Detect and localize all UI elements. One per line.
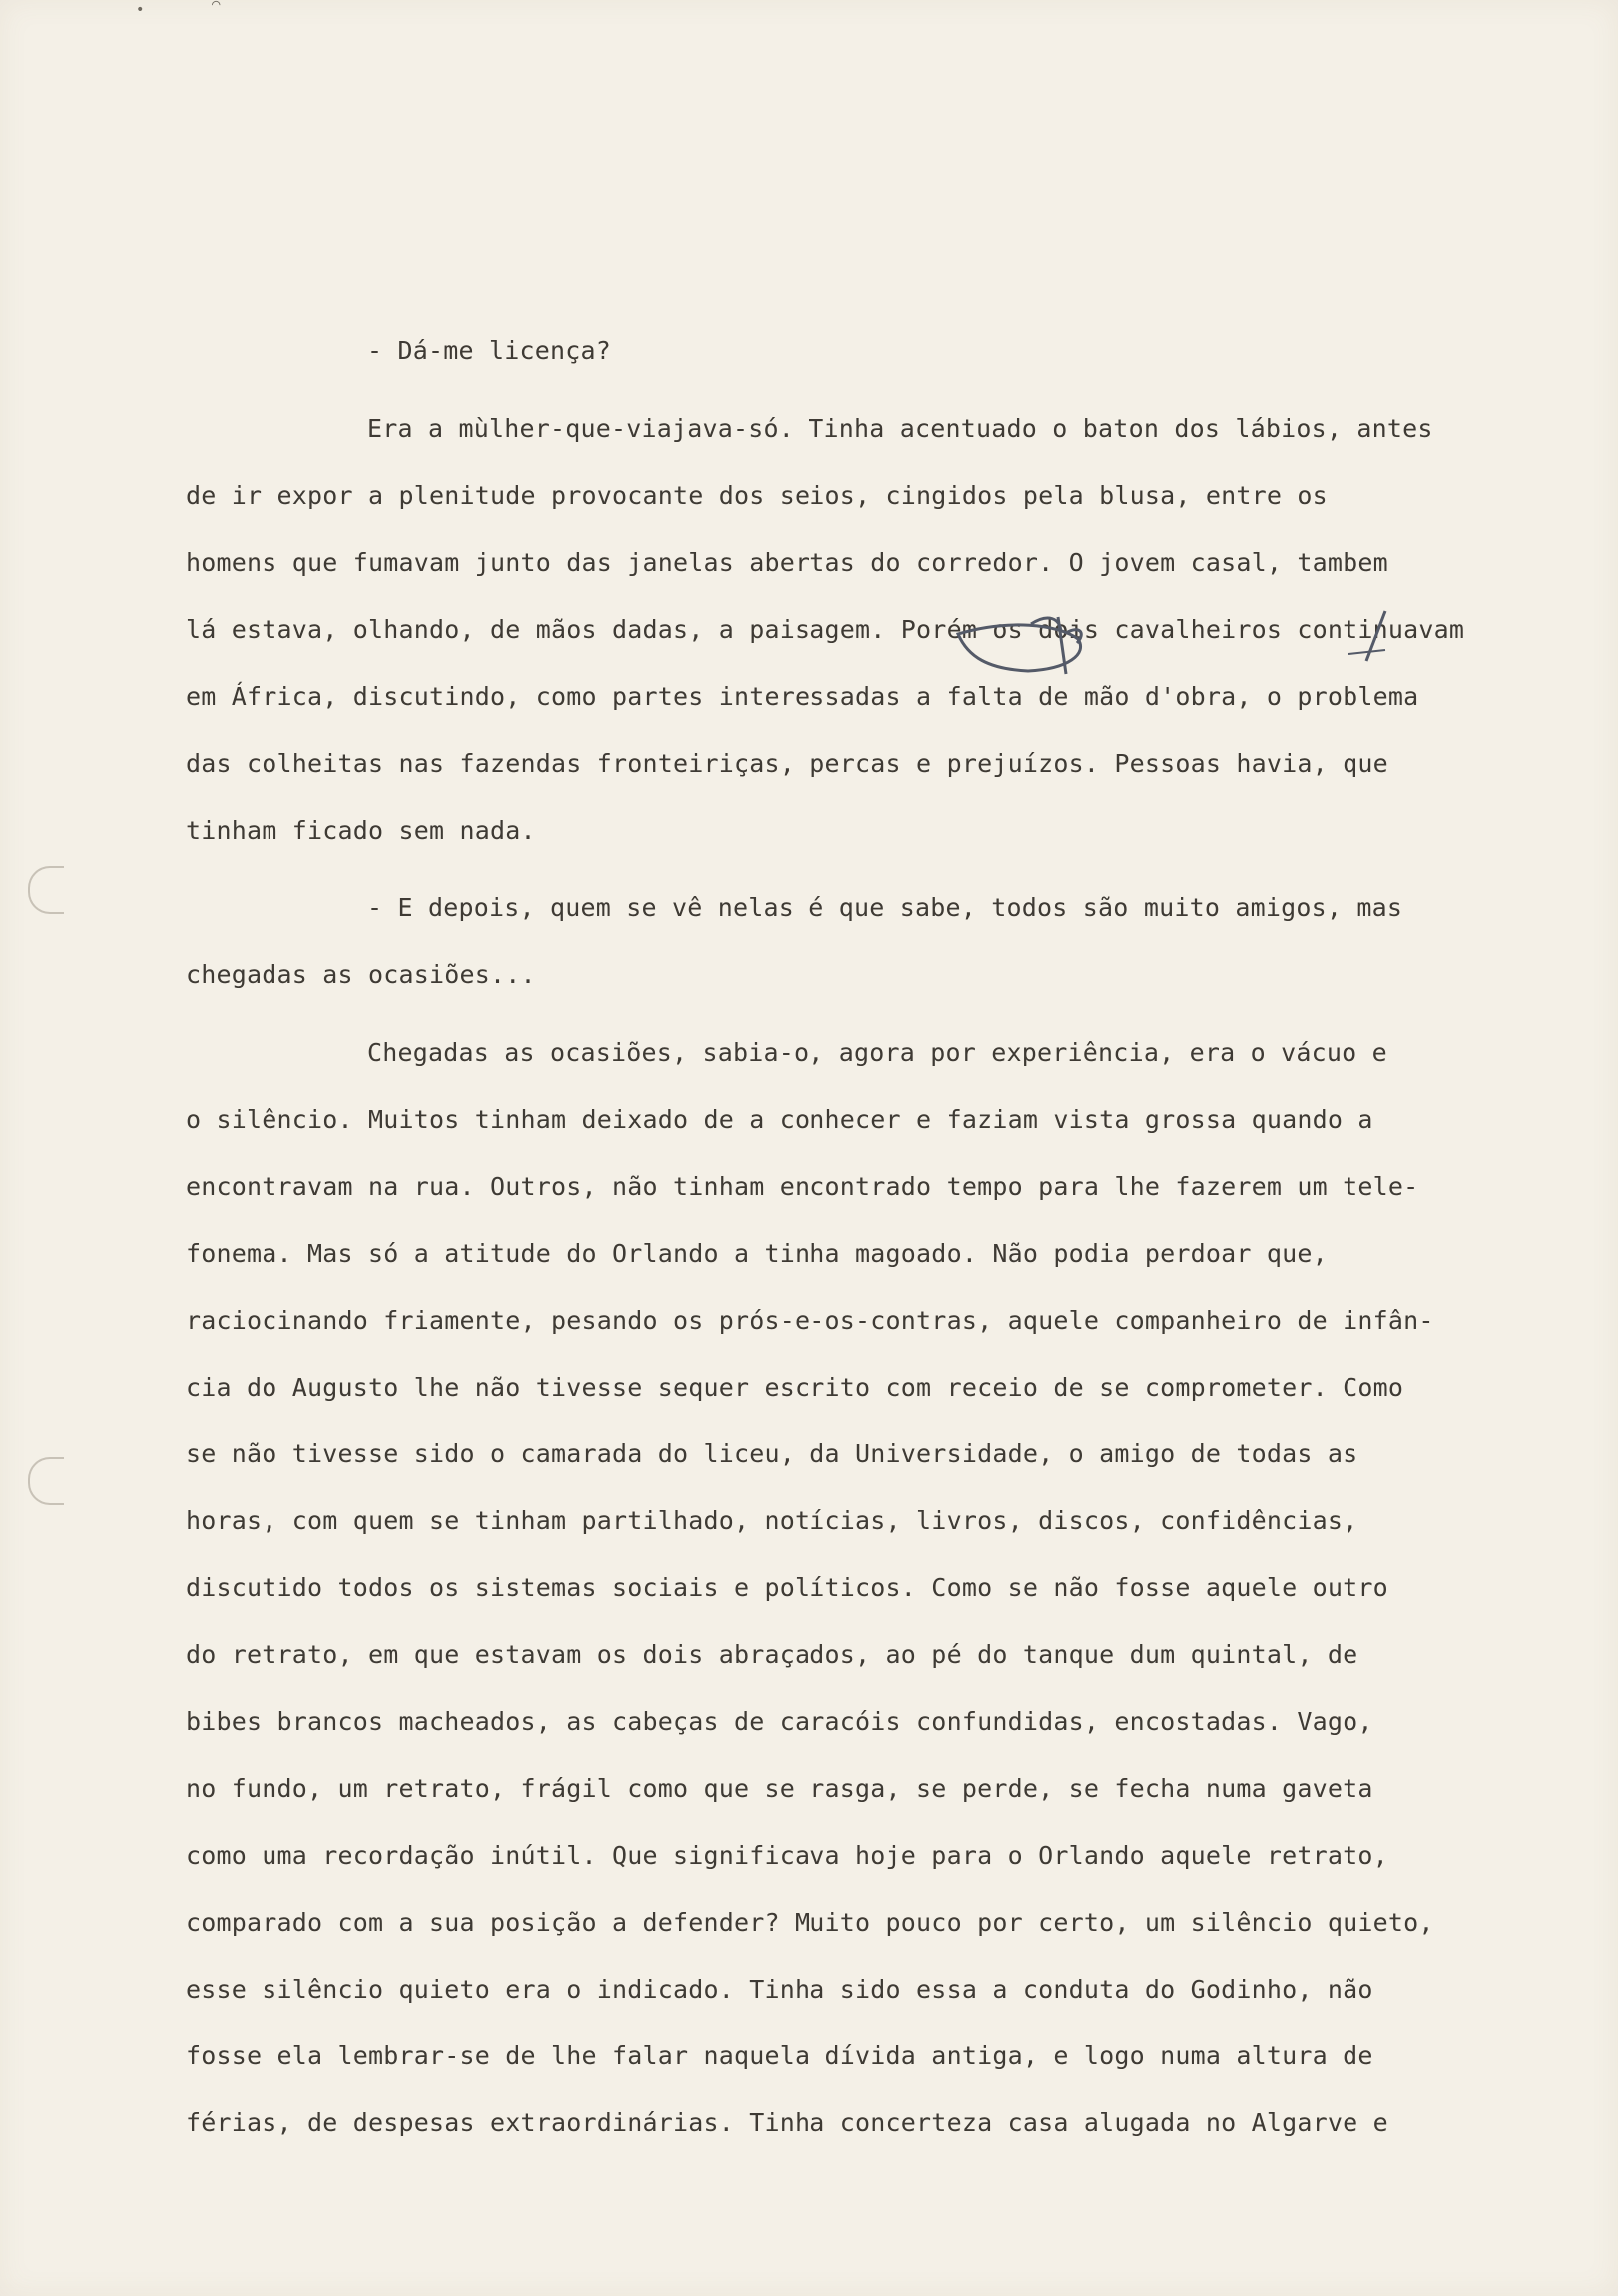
text-line: Chegadas as ocasiões, sabia-o, agora por experiência, era o vácuo e [367,1038,1387,1067]
line-gap [186,384,1593,395]
text-line: esse silêncio quieto era o indicado. Tinha sido essa a conduta do Godinho, não [186,1975,1373,2004]
text-line: raciocinando friamente, pesando os prós-e-os-contras, aquele companheiro de infân- [186,1306,1434,1335]
text-line: lá estava, olhando, de mãos dadas, a paisagem. Porém os dois cavalheiros continuavam [186,615,1465,644]
text-line: fosse ela lembrar-se de lhe falar naquela dívida antiga, e logo numa altura de [186,2041,1373,2070]
text-line: - Dá-me licença? [367,336,612,365]
text-line: do retrato, em que estavam os dois abraçados, ao pé do tanque dum quintal, de [186,1640,1358,1669]
text-line: chegadas as ocasiões... [186,960,536,989]
text-line: férias, de despesas extraordinárias. Tinha concerteza casa alugada no Algarve e [186,2108,1388,2137]
text-line: das colheitas nas fazendas fronteiriças, percas e prejuízos. Pessoas havia, que [186,749,1388,778]
text-line: Era a mùlher-que-viajava-só. Tinha acentuado o baton dos lábios, antes [367,414,1433,443]
text-line: no fundo, um retrato, frágil como que se rasga, se perde, se fecha numa gaveta [186,1774,1373,1803]
text-line: se não tivesse sido o camarada do liceu, da Universidade, o amigo de todas as [186,1439,1358,1468]
text-line: encontravam na rua. Outros, não tinham encontrado tempo para lhe fazerem um tele- [186,1172,1419,1201]
text-line: tinham ficado sem nada. [186,816,536,845]
text-line: de ir expor a plenitude provocante dos seios, cingidos pela blusa, entre os [186,481,1328,510]
text-line: horas, com quem se tinham partilhado, notícias, livros, discos, confidências, [186,1506,1358,1535]
line-gap [186,863,1593,874]
text-line: cia do Augusto lhe não tivesse sequer escrito com receio de se comprometer. Como [186,1373,1404,1402]
typed-text-body [186,317,1593,2156]
text-line: discutido todos os sistemas sociais e políticos. Como se não fosse aquele outro [186,1573,1388,1602]
corner-mark: • [136,2,145,18]
text-line: o silêncio. Muitos tinham deixado de a conhecer e faziam vista grossa quando a [186,1105,1373,1134]
punch-hole [28,866,64,914]
text-line: como uma recordação inútil. Que significava hoje para o Orlando aquele retrato, [186,1841,1388,1870]
text-line: em África, discutindo, como partes interessadas a falta de mão d'obra, o problema [186,682,1419,711]
text-line: - E depois, quem se vê nelas é que sabe, todos são muito amigos, mas [367,893,1403,922]
text-line: fonema. Mas só a atitude do Orlando a tinha magoado. Não podia perdoar que, [186,1239,1328,1268]
text-line: comparado com a sua posição a defender? Muito pouco por certo, um silêncio quieto, [186,1908,1434,1937]
text-line: bibes brancos macheados, as cabeças de caracóis confundidas, encostadas. Vago, [186,1707,1373,1736]
punch-hole [28,1457,64,1505]
text-line: homens que fumavam junto das janelas abertas do corredor. O jovem casal, tambem [186,548,1388,577]
corner-mark: ⌒ [212,0,221,12]
line-gap [186,1008,1593,1019]
